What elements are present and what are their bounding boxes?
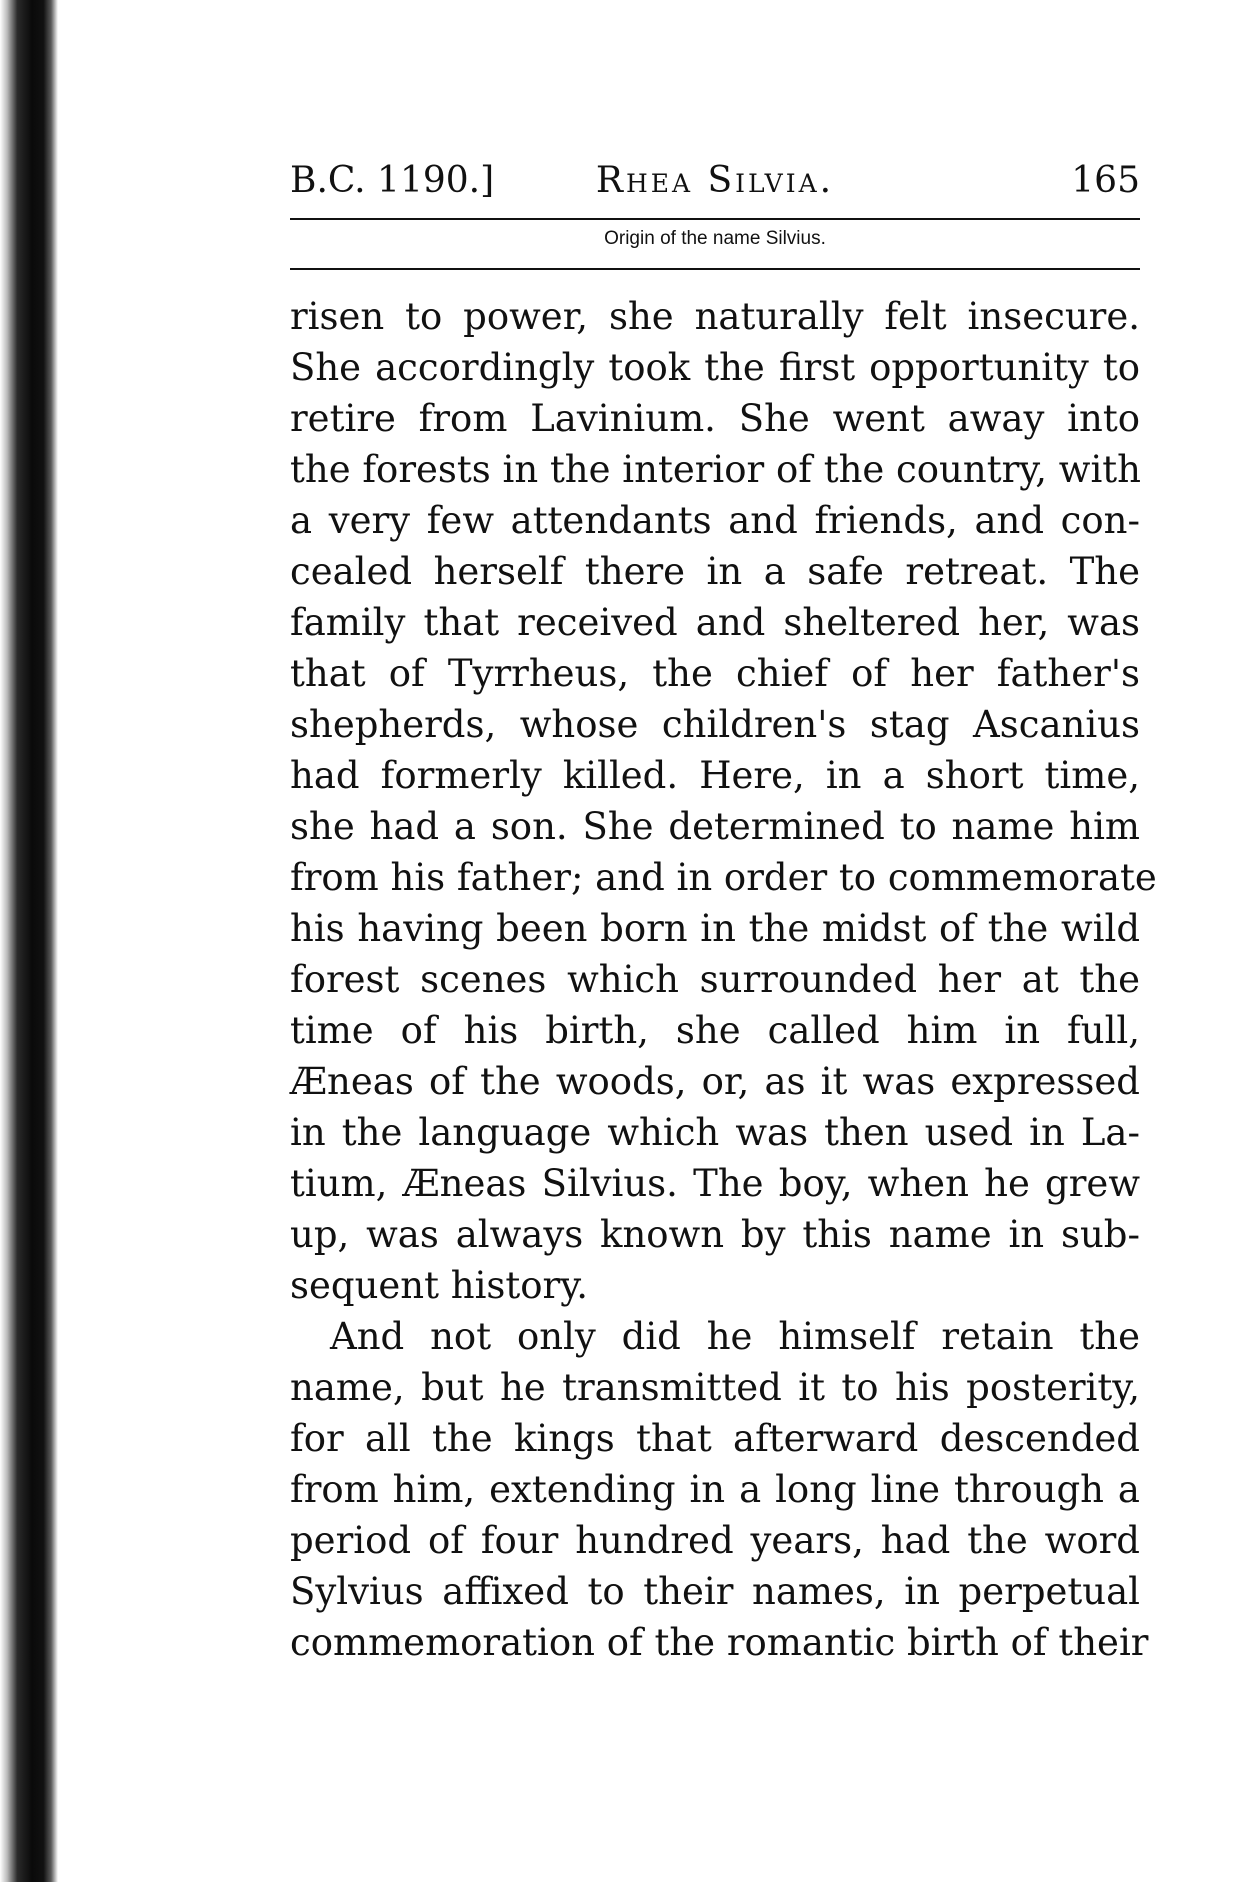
text-line: tium, Æneas Silvius. The boy, when he grew (290, 1162, 1140, 1205)
text-line: commemoration of the romantic birth of their (290, 1621, 1149, 1664)
header-rule-top (290, 218, 1140, 220)
text-line: for all the kings that afterward descended (290, 1417, 1140, 1460)
text-line: cealed herself there in a safe retreat. The (290, 550, 1140, 593)
text-line: a very few attendants and friends, and con- (290, 499, 1140, 542)
text-line: his having been born in the midst of the wild (290, 907, 1140, 950)
page-number: 165 (1071, 160, 1140, 201)
text-line: from him, extending in a long line through a (290, 1468, 1140, 1511)
text-line: forest scenes which surrounded her at the (290, 958, 1140, 1001)
text-line: had formerly killed. Here, in a short time, (290, 754, 1140, 797)
text-line: She accordingly took the first opportunity to (290, 346, 1140, 389)
page-subtitle: Origin of the name Silvius. (604, 228, 826, 249)
text-line: risen to power, she naturally felt insecure. (290, 295, 1140, 338)
book-spine-shadow (0, 0, 58, 1882)
text-line: up, was always known by this name in sub- (290, 1213, 1140, 1256)
header-rule-bottom (290, 268, 1140, 270)
text-line: period of four hundred years, had the word (290, 1519, 1140, 1562)
text-line: in the language which was then used in La- (290, 1111, 1140, 1154)
text-line: she had a son. She determined to name him (290, 805, 1140, 848)
body-text (290, 291, 1157, 1668)
paragraph-2 (290, 1311, 1149, 1668)
text-line: shepherds, whose children's stag Ascanius (290, 703, 1140, 746)
text-line: time of his birth, she called him in full, (290, 1009, 1140, 1052)
text-line: Sylvius affixed to their names, in perpetual (290, 1570, 1140, 1613)
text-line: retire from Lavinium. She went away into (290, 397, 1140, 440)
text-line: sequent history. (290, 1264, 588, 1307)
text-line: from his father; and in order to commemorate (290, 856, 1157, 899)
running-head (290, 160, 1140, 210)
paragraph-1 (290, 291, 1157, 1311)
text-line: name, but he transmitted it to his posterity, (290, 1366, 1140, 1409)
text-line: And not only did he himself retain the (330, 1315, 1140, 1358)
text-line: family that received and sheltered her, was (290, 601, 1140, 644)
header-title: Rhea Silvia. (595, 160, 835, 201)
text-line: that of Tyrrheus, the chief of her father's (290, 652, 1140, 695)
header-date: B.C. 1190.] (290, 160, 495, 201)
text-line: Æneas of the woods, or, as it was expressed (290, 1060, 1140, 1103)
text-line: the forests in the interior of the country, with (290, 448, 1141, 491)
